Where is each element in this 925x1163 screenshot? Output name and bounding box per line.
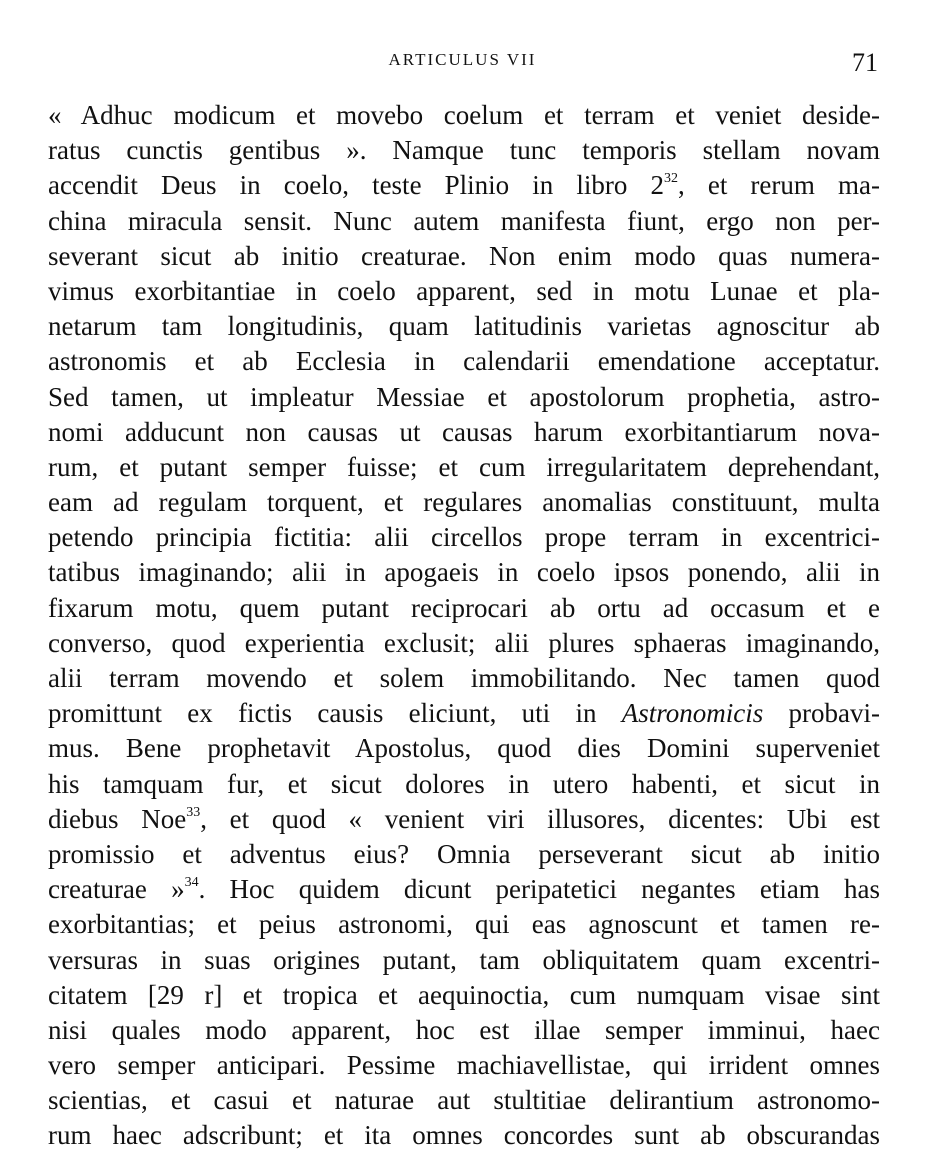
- text-segment: nomi adducunt non causas ut causas harum exorbitantiarum nova-: [48, 416, 880, 447]
- text-segment: fixarum motu, quem putant reciprocari ab ortu ad occasum et e: [48, 592, 880, 623]
- text-segment: exorbitantias; et peius astronomi, qui eas agnoscunt et tamen re-: [48, 909, 880, 940]
- text-segment: tatibus imaginando; alii in apogaeis in coelo ipsos ponendo, alii in: [48, 557, 880, 588]
- text-line: [48, 239, 880, 274]
- text-segment: citatem [29 r] et tropica et aequinoctia, cum numquam visae sint: [48, 979, 880, 1010]
- text-segment: severant sicut ab initio creaturae. Non enim modo quas numera-: [48, 240, 880, 271]
- text-segment: mus. Bene prophetavit Apostolus, quod dies Domini superveniet: [48, 733, 880, 764]
- text-line: [48, 731, 880, 766]
- text-segment: nisi quales modo apparent, hoc est illae semper imminui, haec: [48, 1014, 880, 1045]
- text-line: [48, 274, 880, 309]
- text-segment: « Adhuc modicum et movebo coelum et terram et veniet deside-: [48, 100, 880, 130]
- footnote-marker: 34: [184, 875, 199, 891]
- text-segment: china miracula sensit. Nunc autem manifesta fiunt, ergo non per-: [48, 205, 880, 236]
- text-segment: . Hoc quidem dicunt peripatetici negantes etiam has: [198, 874, 880, 905]
- text-segment: converso, quod experientia exclusit; alii plures sphaeras imaginando,: [48, 627, 880, 658]
- text-segment: promittunt ex fictis causis eliciunt, uti in: [48, 698, 622, 729]
- text-line: [48, 98, 880, 133]
- text-line: [48, 1083, 880, 1118]
- text-line: [48, 661, 880, 696]
- text-segment: probavi-: [763, 698, 880, 729]
- text-segment: vimus exorbitantiae in coelo apparent, sed in motu Lunae et pla-: [48, 275, 880, 306]
- text-segment: ratus cunctis gentibus ». Namque tunc temporis stellam novam: [48, 135, 880, 166]
- text-segment: diebus Noe: [48, 803, 187, 834]
- text-line: [48, 344, 880, 379]
- text-segment: versuras in suas origines putant, tam obliquitatem quam excentri-: [48, 944, 880, 975]
- text-segment: Sed tamen, ut impleatur Messiae et apostolorum prophetia, astro-: [48, 381, 880, 412]
- running-title: ARTICULUS VII: [388, 50, 537, 69]
- text-line: [48, 837, 880, 872]
- text-line: [48, 943, 880, 978]
- text-line: [48, 520, 880, 555]
- text-segment: rum haec adscribunt; et ita omnes concordes sunt ab obscurandas: [48, 1120, 880, 1151]
- text-segment: scientias, et casui et naturae aut stultitiae delirantium astronomo-: [48, 1085, 880, 1116]
- text-segment: , et quod « venient viri illusores, dicentes: Ubi est: [200, 803, 880, 834]
- text-line: [48, 415, 880, 450]
- text-line: [48, 767, 880, 802]
- text-segment: astronomis et ab Ecclesia in calendarii emendatione acceptatur.: [48, 346, 880, 377]
- text-segment: petendo principia fictitia: alii circellos prope terram in excentrici-: [48, 522, 880, 553]
- text-line: [48, 1013, 880, 1048]
- text-line: [48, 591, 880, 626]
- text-line: [48, 696, 880, 731]
- text-segment: his tamquam fur, et sicut dolores in utero habenti, et sicut in: [48, 768, 880, 799]
- text-segment: alii terram movendo et solem immobilitando. Nec tamen quod: [48, 663, 880, 693]
- footnote-marker: 32: [663, 171, 678, 187]
- text-line: [48, 1048, 880, 1083]
- text-line: [48, 309, 880, 344]
- text-line: [48, 485, 880, 520]
- text-line: [48, 204, 880, 239]
- page-number: 71: [852, 48, 878, 77]
- text-line: [48, 872, 880, 907]
- text-line: [48, 133, 880, 168]
- text-line: [48, 1118, 880, 1153]
- text-segment: promissio et adventus eius? Omnia perseverant sicut ab initio: [48, 838, 880, 869]
- text-line: [48, 978, 880, 1013]
- running-head: [0, 48, 925, 78]
- text-line: [48, 802, 880, 837]
- text-segment: netarum tam longitudinis, quam latitudinis varietas agnoscitur ab: [48, 311, 880, 342]
- text-line: [48, 907, 880, 942]
- italic-title: Astronomicis: [621, 698, 764, 729]
- text-line: [48, 555, 880, 590]
- text-line: [48, 168, 880, 203]
- text-line: [48, 450, 880, 485]
- text-segment: accendit Deus in coelo, teste Plinio in libro 2: [48, 170, 664, 201]
- text-segment: eam ad regulam torquent, et regulares anomalias constituunt, multa: [48, 487, 880, 518]
- text-segment: creaturae »: [48, 874, 185, 905]
- text-line: [48, 626, 880, 661]
- footnote-marker: 33: [186, 804, 201, 820]
- text-segment: vero semper anticipari. Pessime machiavellistae, qui irrident omnes: [48, 1050, 880, 1081]
- text-segment: , et rerum ma-: [677, 170, 880, 201]
- text-segment: rum, et putant semper fuisse; et cum irregularitatem deprehendant,: [48, 451, 880, 482]
- text-line: [48, 380, 880, 415]
- body-text: [48, 98, 880, 1154]
